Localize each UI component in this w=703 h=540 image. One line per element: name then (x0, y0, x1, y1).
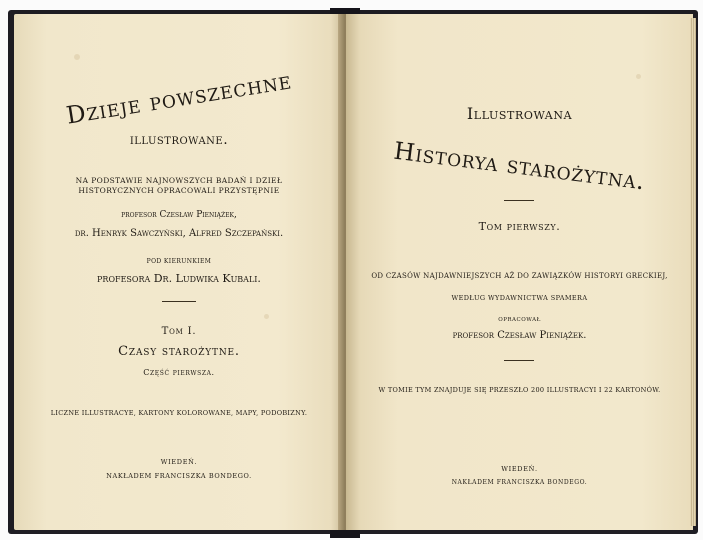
right-divider-bottom (504, 360, 534, 361)
left-contents: LICZNE ILLUSTRACYE, KARTONY KOLOROWANE, MAPY, PODOBIZNY. (50, 409, 308, 417)
left-volume-title: Czasy starożytne. (118, 344, 240, 359)
right-publisher: NAKŁADEM FRANCISZKA BONDEGO. (451, 479, 588, 486)
right-volume: Tom pierwszy. (478, 220, 561, 233)
left-publisher: NAKŁADEM FRANCISZKA BONDEGO. (106, 472, 252, 480)
foxing-spot (264, 314, 269, 319)
left-author-line-1: profesor Czesław Pieniążek, (121, 210, 237, 220)
left-under-direction: POD KIERUNKIEM (146, 258, 212, 265)
left-basis-text: NA PODSTAWIE NAJNOWSZYCH BADAŃ I DZIEŁ HISTORYCZNYCH OPRACOWALI PRZYSTĘPNIE (75, 176, 283, 195)
right-title-line-2: Historya starożytna. (392, 136, 647, 196)
right-range: OD CZASÓW NAJDAWNIEJSZYCH AŻ DO ZAWIĄZKÓW HISTORYI GRECKIEJ, (371, 272, 668, 280)
left-divider (162, 301, 196, 302)
foxing-spot (74, 54, 80, 60)
right-divider-top (504, 200, 534, 201)
left-subtitle: illustrowane. (129, 132, 229, 148)
right-page (346, 14, 693, 530)
right-city: WIEDEŃ. (501, 465, 538, 473)
right-note: W TOMIE TYM ZNAJDUJE SIĘ PRZESZŁO 200 ILLUSTRACYI I 22 KARTONÓW. (378, 386, 661, 394)
left-part: Część pierwsza. (143, 368, 215, 377)
right-prepared: OPRACOWAŁ (498, 317, 541, 323)
left-title: Dzieje powszechne (64, 66, 294, 130)
right-according: WEDŁUG WYDAWNICTWA SPAMERA (451, 294, 588, 302)
page-edge-stack (690, 18, 696, 526)
left-editor: profesora Dr. Ludwika Kubali. (97, 272, 261, 285)
left-volume: Tom I. (161, 326, 197, 337)
left-page (14, 14, 344, 530)
foxing-spot (636, 74, 641, 79)
left-author-line-2: dr. Henryk Sawczyński, Alfred Szczepański. (74, 228, 284, 239)
left-city: WIEDEŃ. (160, 458, 198, 466)
right-title-line-1: Illustrowana (466, 104, 573, 123)
right-author: profesor Czesław Pieniążek. (452, 330, 587, 341)
